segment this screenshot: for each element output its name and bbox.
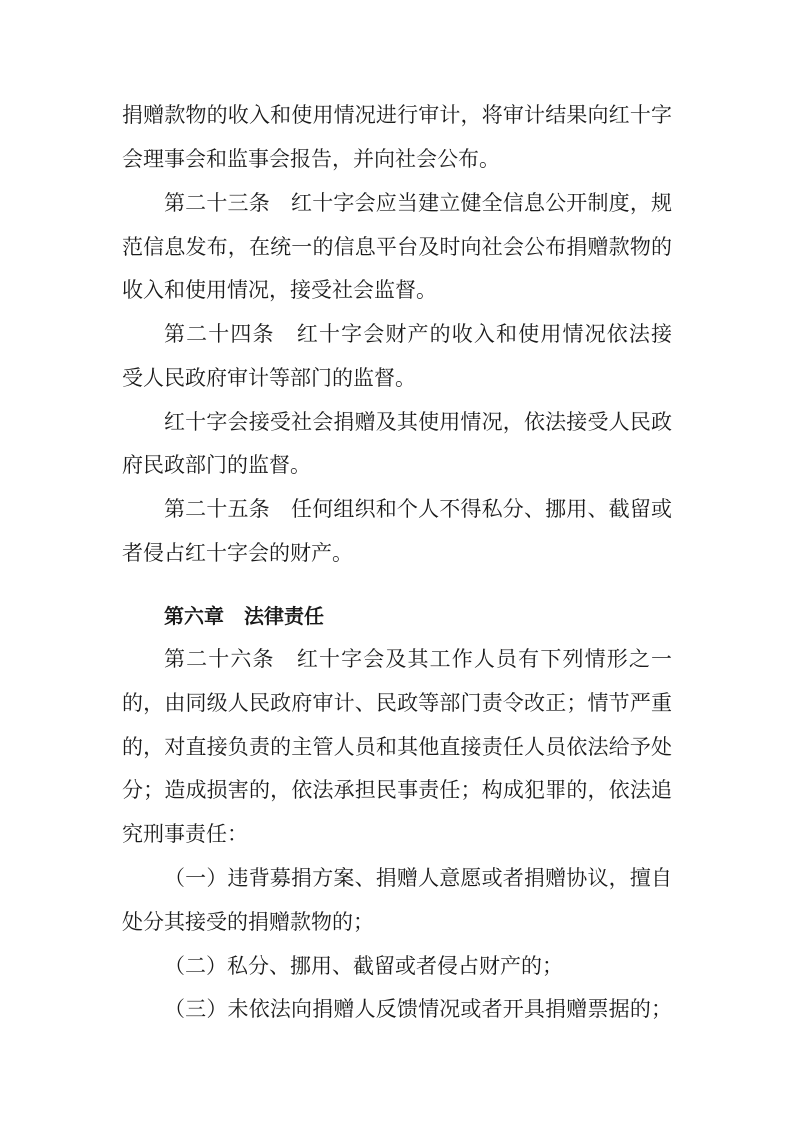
paragraph-line: 分；造成损害的，依法承担民事责任；构成犯罪的，依法追 [122, 778, 672, 802]
paragraph-line: 的，由同级人民政府审计、民政等部门责令改正；情节严重 [122, 691, 672, 715]
paragraph-line: 的，对直接负责的主管人员和其他直接责任人员依法给予处 [122, 735, 672, 759]
list-item-line: （二）私分、挪用、截留或者侵占财产的； [164, 954, 563, 978]
article-25-line [164, 496, 672, 522]
chapter-heading [164, 603, 324, 629]
article-text: 红十字会应当建立健全信息公开制度，规 [290, 191, 673, 215]
paragraph-line: 府民政部门的监督。 [122, 453, 311, 477]
paragraph-line: 处分其接受的捐赠款物的； [122, 910, 374, 934]
article-number: 第二十三条 [164, 191, 270, 215]
article-23-line [164, 190, 672, 216]
paragraph-line: 收入和使用情况，接受社会监督。 [122, 278, 437, 302]
paragraph-line: 范信息发布，在统一的信息平台及时向社会公布捐赠款物的 [122, 235, 672, 259]
paragraph-line: 捐赠款物的收入和使用情况进行审计，将审计结果向红十字 [122, 103, 672, 127]
list-item-line: （一）违背募捐方案、捐赠人意愿或者捐赠协议，擅自 [164, 866, 672, 890]
paragraph-line: 者侵占红十字会的财产。 [122, 541, 353, 565]
article-24-line [164, 321, 672, 347]
article-text: 红十字会财产的收入和使用情况依法接 [295, 322, 673, 346]
chapter-title: 法律责任 [244, 604, 324, 628]
article-text: 任何组织和个人不得私分、挪用、截留或 [290, 497, 673, 521]
article-number: 第二十五条 [164, 497, 270, 521]
paragraph-line: 红十字会接受社会捐赠及其使用情况，依法接受人民政 [164, 410, 672, 434]
chapter-number: 第六章 [164, 604, 224, 628]
article-number: 第二十四条 [164, 322, 275, 346]
list-item-line: （三）未依法向捐赠人反馈情况或者开具捐赠票据的； [164, 997, 672, 1021]
article-26-line [164, 646, 672, 672]
paragraph-line: 受人民政府审计等部门的监督。 [122, 366, 416, 390]
article-number: 第二十六条 [164, 647, 275, 671]
paragraph-line: 究刑事责任： [122, 822, 248, 846]
paragraph-line: 会理事会和监事会报告，并向社会公布。 [122, 147, 500, 171]
article-text: 红十字会及其工作人员有下列情形之一 [295, 647, 673, 671]
